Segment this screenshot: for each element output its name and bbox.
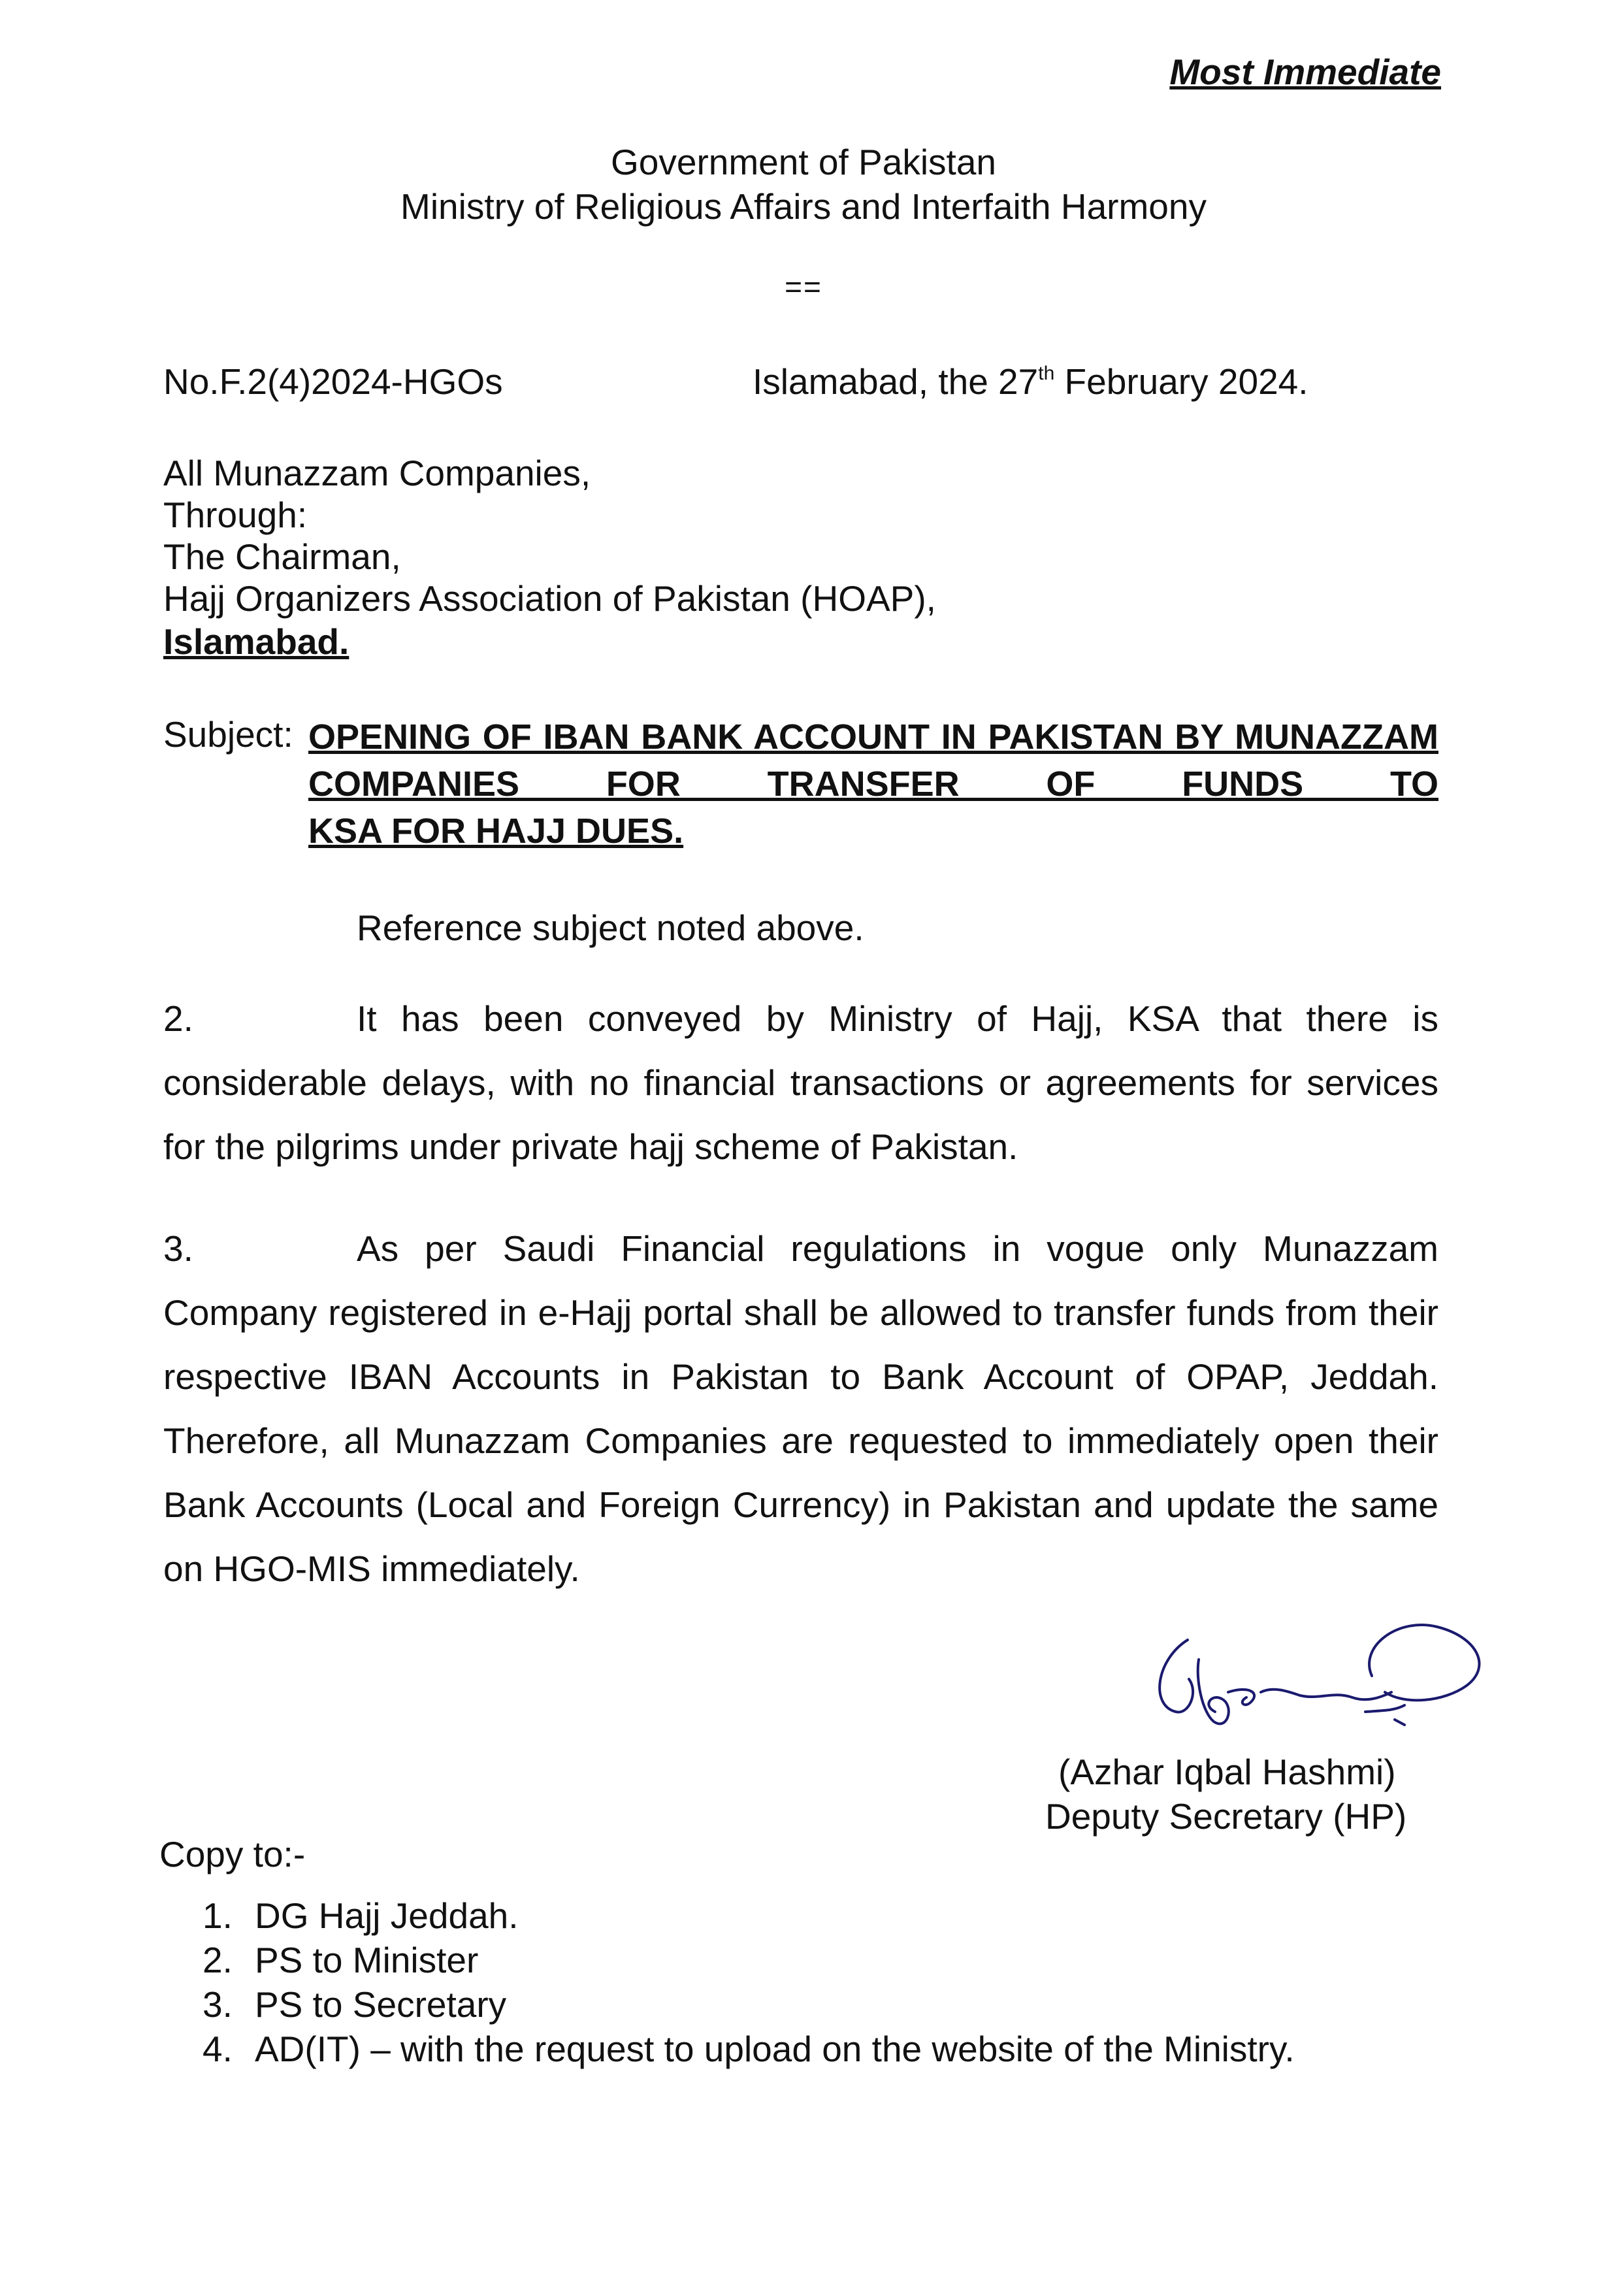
copy-to-list bbox=[203, 1893, 1295, 2071]
copy-to-item bbox=[203, 1982, 1295, 2027]
paragraph-number: 3. bbox=[163, 1228, 193, 1269]
paragraph-number: 2. bbox=[163, 998, 193, 1039]
ministry-heading: Ministry of Religious Affairs and Interfaith Harmony bbox=[400, 186, 1207, 227]
addressee-line: The Chairman, bbox=[163, 536, 401, 577]
addressee-line: All Munazzam Companies, bbox=[163, 453, 591, 493]
subject-label: Subject: bbox=[163, 714, 293, 755]
addressee-line: Hajj Organizers Association of Pakistan (HOAP), bbox=[163, 578, 936, 619]
copy-to-item-text: AD(IT) – with the request to upload on the website of the Ministry. bbox=[255, 2029, 1295, 2069]
copy-to-item-text: DG Hajj Jeddah. bbox=[255, 1895, 519, 1936]
letter-date-prefix: Islamabad, the 27 bbox=[753, 361, 1039, 402]
copy-to-item-number: 1. bbox=[203, 1895, 233, 1936]
subject-text-last-line: KSA FOR HAJJ DUES. bbox=[308, 811, 684, 851]
letter-date-ordinal: th bbox=[1038, 363, 1055, 384]
paragraph-3 bbox=[163, 1217, 1438, 1601]
heading-separator: == bbox=[785, 270, 822, 304]
copy-to-item-number: 2. bbox=[203, 1940, 233, 1980]
copy-to-item-text: PS to Minister bbox=[255, 1940, 479, 1980]
letter-reference-number: No.F.2(4)2024-HGOs bbox=[163, 361, 503, 402]
government-heading: Government of Pakistan bbox=[610, 142, 996, 182]
copy-to-item bbox=[203, 2027, 1295, 2071]
priority-marking: Most Immediate bbox=[1169, 52, 1441, 92]
copy-to-item bbox=[203, 1893, 1295, 1938]
paragraph-text: As per Saudi Financial regulations in vogue only Munazzam Company registered in e-Hajj portal shall be allowed to transfer funds from their respective IBAN Accounts in Pakistan to Bank Account of OPAP, Jeddah. Therefore, all Munazzam Companies are requested to immediately open their Bank Accounts (Local and Foreign Currency) in Pakistan and update the same on HGO-MIS immediately. bbox=[163, 1228, 1438, 1589]
reference-line: Reference subject noted above. bbox=[357, 908, 864, 948]
paragraph-text: It has been conveyed by Ministry of Hajj, KSA that there is considerable delays, with no financial transactions or agreements for services for the pilgrims under private hajj scheme of Pakistan. bbox=[163, 998, 1438, 1167]
subject-text bbox=[308, 713, 1438, 855]
letter-date-rest: February 2024. bbox=[1054, 361, 1308, 402]
letter-date bbox=[753, 361, 1308, 402]
signatory-title: Deputy Secretary (HP) bbox=[1045, 1796, 1407, 1837]
copy-to-label: Copy to:- bbox=[159, 1834, 306, 1874]
signatory-name: (Azhar Iqbal Hashmi) bbox=[1058, 1752, 1396, 1792]
copy-to-item-number: 3. bbox=[203, 1984, 233, 2025]
subject-text-main: OPENING OF IBAN BANK ACCOUNT IN PAKISTAN BY MUNAZZAM COMPANIES FOR TRANSFER OF FUNDS TO bbox=[308, 717, 1438, 804]
paragraph-2 bbox=[163, 987, 1438, 1179]
handwritten-signature bbox=[1137, 1614, 1502, 1771]
copy-to-item-number: 4. bbox=[203, 2029, 233, 2069]
addressee-city: Islamabad. bbox=[163, 621, 349, 662]
copy-to-item bbox=[203, 1938, 1295, 1982]
copy-to-item-text: PS to Secretary bbox=[255, 1984, 507, 2025]
addressee-line: Through: bbox=[163, 495, 308, 535]
